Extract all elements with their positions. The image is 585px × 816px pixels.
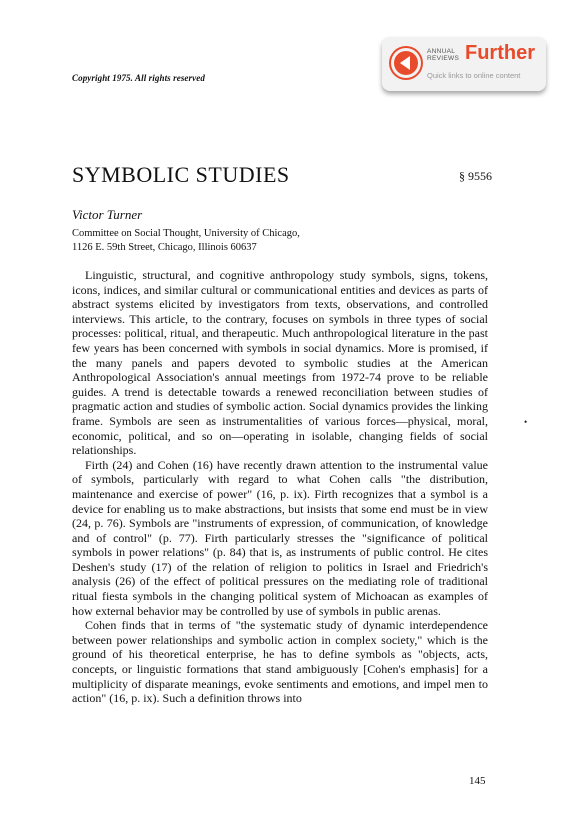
affiliation-line-1: Committee on Social Thought, University of Chicago, <box>72 228 300 239</box>
article-title: SYMBOLIC STUDIES <box>72 162 290 187</box>
page-number: 145 <box>469 775 486 787</box>
paragraph-2: Firth (24) and Cohen (16) have recently drawn attention to the instrumental value of symbols, particularly with regard to what Cohen calls "the distribution, maintenance and exercise of power" (16, p. ix). Firth recognizes that a symbol is a device for enabling us to make abstractions, but insists that some end must be in view (24, p. 76). Symbols are "instruments of expression, of communication, of knowledge and of control" (p. 77). Firth particularly stresses the "significance of political symbols in power relations" (p. 84) that is, as instruments of public control. He cites Deshen's study (17) of the relation of religion to politics in Israel and Friedrich's analysis (26) of the effect of political pressures on the mediating role of traditional ritual fiesta symbols in the changing political system of Michoacan as examples of how external behavior may be controlled by use of symbols in public arenas. <box>72 457 488 618</box>
author-name: Victor Turner <box>72 207 143 222</box>
badge-further-label: Further <box>465 42 535 64</box>
paragraph-1: Linguistic, structural, and cognitive anthropology study symbols, signs, tokens, icons, indices, and similar cultural or communicational entities and devices as parts of abstract systems elicited by investigators from texts, observations, and controlled interviews. This article, to the contrary, focuses on symbols in three types of social processes: political, ritual, and therapeutic. Much anthropological literature in the past few years has been concerned with symbols in social dynamics. More is promised, if the many panels and papers devoted to symbolic studies at the American Anthropological Association's annual meetings from 1972-74 prove to be reliable guides. A trend is detectable towards a renewed reconciliation between studies of pragmatic action and studies of symbolic action. Social dynamics provides the linking frame. Symbols are seen as instrumentalities of various forces—physical, moral, economic, political, and so on—operating in isolable, changing fields of social relationships. <box>72 268 488 458</box>
affiliation-line-2: 1126 E. 59th Street, Chicago, Illinois 60637 <box>72 242 257 253</box>
copyright-notice: Copyright 1975. All rights reserved <box>72 73 205 83</box>
badge-reviews-label: REVIEWS <box>427 55 460 62</box>
article-body <box>72 268 488 706</box>
section-code: § 9556 <box>459 169 492 183</box>
left-arrow-circle-icon <box>391 48 421 78</box>
affiliation <box>72 227 300 255</box>
paragraph-3: Cohen finds that in terms of "the systematic study of dynamic interdependence between power relationships and symbolic action in complex society," which is the ground of his theoretical enterprise, he has to define symbols as "objects, acts, concepts, or linguistic formations that stand ambiguously [Cohen's emphasis] for a multiplicity of disparate meanings, evoke sentiments and emotions, and impel men to action" (16, p. ix). Such a definition throws into <box>72 618 488 706</box>
stray-mark: • <box>524 417 528 427</box>
badge-subtitle: Quick links to online content <box>427 71 521 80</box>
left-arrow-icon <box>400 56 410 70</box>
further-badge[interactable] <box>382 37 546 91</box>
badge-annual-label: ANNUAL <box>427 48 456 55</box>
